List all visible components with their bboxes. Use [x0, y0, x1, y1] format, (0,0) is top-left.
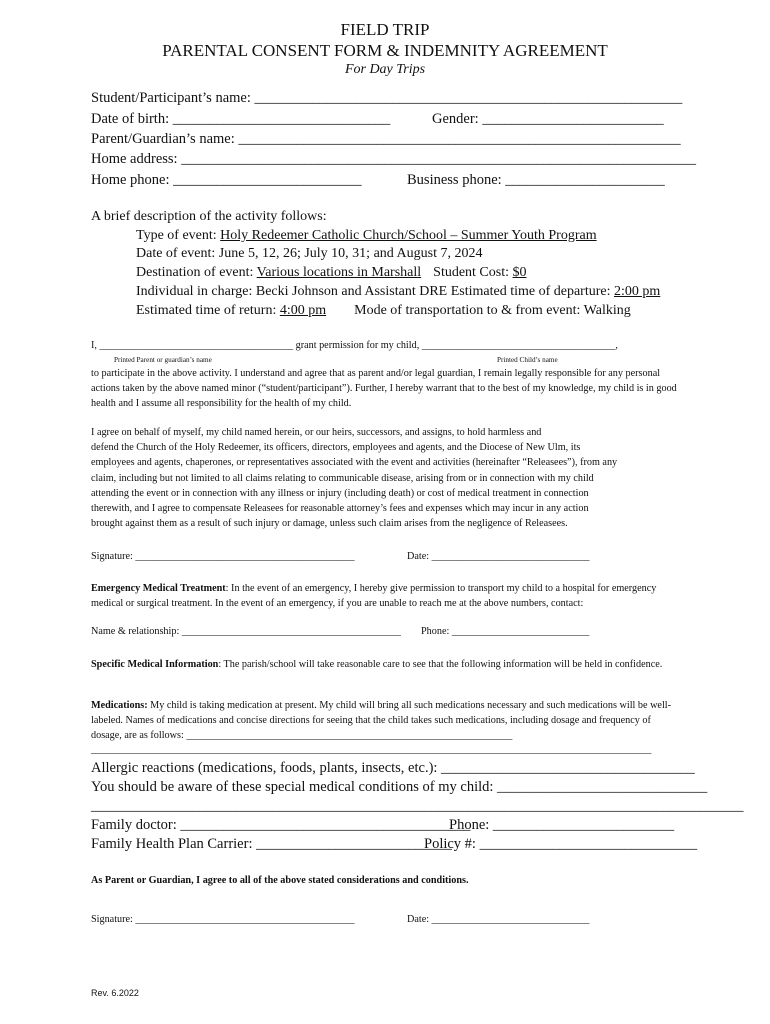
cost-label: Student Cost: — [433, 265, 513, 280]
destination-line — [136, 265, 527, 281]
emergency-text: : In the event of an emergency, I hereby give permission to transport my child to a hospital for emergency medical or surgical treatment. In the event of an emergency, if you are unable to reach me at the above numbers, contact: — [91, 583, 657, 610]
permission-line[interactable]: I, ______________________________________ grant permission for my child, ______________________________________, — [91, 340, 618, 351]
indemnity-line-4: claim, including but not limited to all claims relating to communicable disease, arising from or in connection with my child — [91, 473, 594, 484]
health-plan-carrier-field[interactable]: Family Health Plan Carrier: ___________________________ — [91, 836, 452, 852]
signature-field-1[interactable]: Signature: ___________________________________________ — [91, 551, 355, 562]
activity-intro: A brief description of the activity follows: — [91, 209, 327, 224]
printed-parent-label: Printed Parent or guardian’s name — [114, 356, 212, 364]
permission-paragraph: to participate in the above activity. I understand and agree that as parent and/or legal guardian, I remain legally responsible for any personal actions taken by the above named minor (“student/participant”). Further, I hereby warrant that to the best of my knowledge, my child is in good health and I assume all responsibility for the health of my child. — [91, 368, 677, 410]
family-doctor-field[interactable]: Family doctor: ________________________________________ — [91, 817, 471, 833]
form-subtitle-daytrips: For Day Trips — [344, 62, 426, 77]
agreement-statement: As Parent or Guardian, I agree to all of the above stated considerations and conditions. — [91, 875, 469, 886]
emergency-phone-field[interactable]: Phone: ___________________________ — [421, 626, 590, 637]
medications-text: My child is taking medication at present. My child will bring all such medications necessary and such medications will be well-labeled. Names of medications and concise directions for seeing that the child takes such medications, including dosage and frequency of dosage, are as follows: ________________________________________________________________ — [91, 700, 671, 742]
event-type-value: Holy Redeemer Catholic Church/School – Summer Youth Program — [220, 228, 597, 243]
transport-line: Mode of transportation to & from event: Walking — [354, 303, 631, 318]
return-label: Estimated time of return: — [136, 303, 280, 318]
indemnity-line-7: brought against them as a result of such injury or damage, unless such claim arises from the negligence of Releasees. — [91, 518, 568, 529]
allergic-reactions-field[interactable]: Allergic reactions (medications, foods, plants, insects, etc.): ___________________________________ — [91, 760, 695, 776]
individual-line — [136, 284, 660, 300]
emergency-paragraph — [91, 581, 681, 611]
specific-medical-text: : The parish/school will take reasonable care to see that the following information will be held in confidence. — [218, 659, 663, 670]
form-title: FIELD TRIP — [340, 20, 430, 39]
form-subtitle-main: PARENTAL CONSENT FORM & INDEMNITY AGREEMENT — [162, 41, 608, 60]
date-field-1[interactable]: Date: _______________________________ — [407, 551, 590, 562]
medications-blank-line[interactable]: ______________________________________________________________________________________________________________ — [91, 744, 652, 755]
parent-name-field[interactable]: Parent/Guardian’s name: _____________________________________________________________ — [91, 131, 681, 147]
signature-field-2[interactable]: Signature: ___________________________________________ — [91, 914, 355, 925]
indemnity-line-5: attending the event or in connection with any illness or injury (including death) or cost of medical treatment in connection — [91, 488, 589, 499]
specific-medical-heading: Specific Medical Information — [91, 659, 219, 670]
policy-number-field[interactable]: Policy #: ______________________________ — [424, 836, 698, 852]
revision-label: Rev. 6.2022 — [91, 988, 139, 998]
student-name-field[interactable]: Student/Participant’s name: ___________________________________________________________ — [91, 90, 683, 106]
departure-value: 2:00 pm — [613, 284, 661, 299]
indemnity-line-3: employees and agents, chaperones, or representatives associated with the event and activities (hereinafter “Releasees”), from any — [91, 457, 618, 468]
conditions-blank-line[interactable]: __________________________________________________________________________________________ — [91, 798, 744, 814]
emergency-contact-field[interactable]: Name & relationship: ___________________________________________ — [91, 626, 401, 637]
individual-text: Individual in charge: Becki Johnson and Assistant DRE Estimated time of departure: — [136, 284, 614, 299]
date-of-birth-field[interactable]: Date of birth: ______________________________ — [91, 111, 391, 127]
home-phone-field[interactable]: Home phone: __________________________ — [91, 172, 362, 188]
indemnity-line-2: defend the Church of the Holy Redeemer, its officers, directors, employees and agents, and the Diocese of New Ulm, its — [91, 442, 581, 453]
indemnity-line-6: therewith, and I agree to compensate Releasees for reasonable attorney’s fees and expenses which may incur in any action — [91, 503, 589, 514]
event-type-label: Type of event: — [136, 228, 221, 243]
gender-field[interactable]: Gender: _________________________ — [432, 111, 664, 127]
special-conditions-field[interactable]: You should be aware of these special medical conditions of my child: _____________________________ — [91, 779, 708, 795]
doctor-phone-field[interactable]: Phone: _________________________ — [449, 817, 675, 833]
medications-paragraph — [91, 698, 681, 744]
medications-heading: Medications: — [91, 700, 148, 711]
date-field-2[interactable]: Date: _______________________________ — [407, 914, 590, 925]
printed-child-label: Printed Child’s name — [497, 356, 558, 364]
destination-label: Destination of event: — [136, 265, 257, 280]
indemnity-line-1: I agree on behalf of myself, my child named herein, or our heirs, successors, and assigns, to hold harmless and — [91, 427, 542, 438]
event-date-line: Date of event: June 5, 12, 26; July 10, 31; and August 7, 2024 — [136, 246, 483, 261]
home-address-field[interactable]: Home address: _______________________________________________________________________ — [91, 151, 696, 167]
emergency-heading: Emergency Medical Treatment — [91, 583, 226, 594]
specific-medical-paragraph — [91, 657, 681, 672]
destination-value: Various locations in Marshall — [256, 265, 422, 280]
return-line — [136, 303, 631, 319]
event-type-line — [136, 228, 597, 244]
return-value: 4:00 pm — [279, 303, 327, 318]
cost-value: $0 — [512, 265, 527, 280]
business-phone-field[interactable]: Business phone: ______________________ — [407, 172, 665, 188]
